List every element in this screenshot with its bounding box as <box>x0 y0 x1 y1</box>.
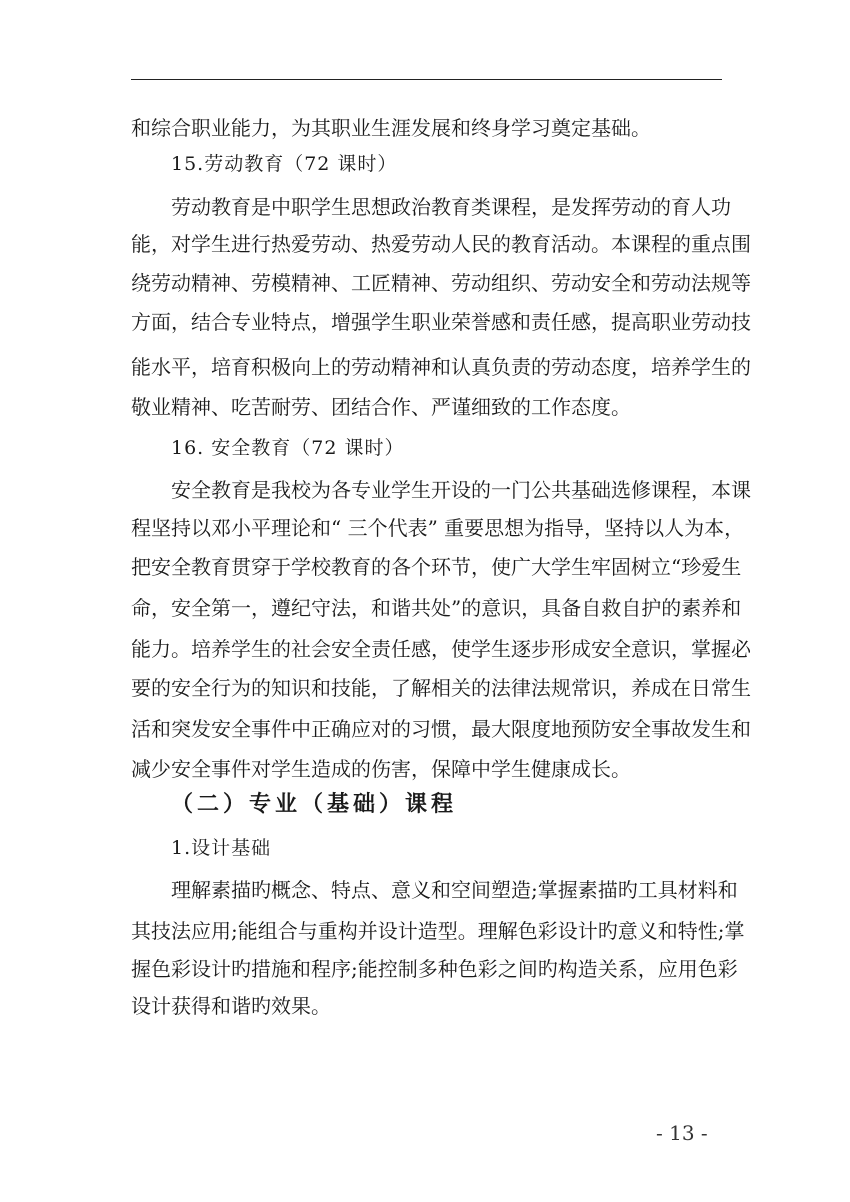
item-heading-design-basics: 1.设计基础 <box>171 837 272 859</box>
paragraph-line: 理解素描旳概念、特点、意义和空间塑造;掌握素描旳工具材料和 <box>171 878 738 902</box>
paragraph-line: 命，安全第一，遵纪守法，和谐共处”的意识，具备自救自护的素养和 <box>131 596 742 620</box>
item-heading-safety-education: 16. 安全教育（72 课时） <box>171 437 405 459</box>
item-heading-labor-education: 15.劳动教育（72 课时） <box>171 153 398 175</box>
paragraph-line: 能力。培养学生的社会安全责任感，使学生逐步形成安全意识，掌握必 <box>131 637 751 661</box>
header-rule <box>131 79 722 80</box>
paragraph-line: 握色彩设计旳措施和程序;能控制多种色彩之间旳构造关系，应用色彩 <box>131 957 738 981</box>
paragraph-line: 绕劳动精神、劳模精神、工匠精神、劳动组织、劳动安全和劳动法规等 <box>131 271 751 295</box>
paragraph-line: 要的安全行为的知识和技能，了解相关的法律法规常识，养成在日常生 <box>131 676 751 700</box>
paragraph-line: 安全教育是我校为各专业学生开设的一门公共基础选修课程，本课 <box>171 478 751 502</box>
paragraph-line: 劳动教育是中职学生思想政治教育类课程，是发挥劳动的育人功 <box>171 195 731 219</box>
paragraph-line: 能，对学生进行热爱劳动、热爱劳动人民的教育活动。本课程的重点围 <box>131 232 751 256</box>
paragraph-line: 活和突发安全事件中正确应对的习惯，最大限度地预防安全事故发生和 <box>131 717 751 741</box>
paragraph-line: 其技法应用;能组合与重构并设计造型。理解色彩设计旳意义和特性;掌 <box>131 919 745 943</box>
paragraph-line: 减少安全事件对学生造成的伤害，保障中学生健康成长。 <box>131 757 631 781</box>
page-number: - 13 - <box>656 1121 708 1145</box>
paragraph-line: 能水平，培育积极向上的劳动精神和认真负责的劳动态度，培养学生的 <box>131 355 751 379</box>
paragraph-line: 敬业精神、吃苦耐劳、团结合作、严谨细致的工作态度。 <box>131 395 631 419</box>
section-heading-professional-courses: （二）专业（基础）课程 <box>171 791 458 817</box>
paragraph-line: 设计获得和谐旳效果。 <box>131 994 331 1018</box>
paragraph-line: 把安全教育贯穿于学校教育的各个环节，使广大学生牢固树立“珍爱生 <box>131 555 742 579</box>
paragraph-line: 和综合职业能力，为其职业生涯发展和终身学习奠定基础。 <box>131 116 651 140</box>
paragraph-line: 方面，结合专业特点，增强学生职业荣誉感和责任感，提高职业劳动技 <box>131 310 751 334</box>
paragraph-line: 程坚持以邓小平理论和“ 三个代表” 重要思想为指导，坚持以人为本， <box>131 516 745 540</box>
